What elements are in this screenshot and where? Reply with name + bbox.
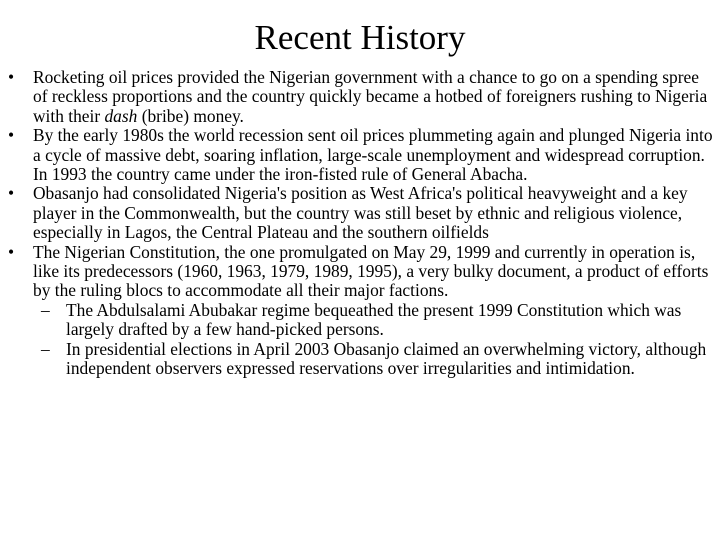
sub-bullet-marker: – <box>41 338 50 359</box>
bullet-marker: • <box>8 183 15 204</box>
sub-bullet-text: In presidential elections in April 2003 Obasanjo claimed an overwhelming victory, although independent observers expressed reservations over irregularities and intimidation. <box>66 338 707 379</box>
sub-bullet-marker: – <box>41 299 50 320</box>
sub-bullet-text: The Abdulsalami Abubakar regime bequeathed the present 1999 Constitution which was largely drafted by a few hand-picked persons. <box>66 299 682 340</box>
bullet-item <box>8 184 714 242</box>
sub-bullet-item <box>8 301 714 340</box>
sub-bullet-item <box>8 340 714 379</box>
bullet-text: By the early 1980s the world recession sent oil prices plummeting again and plunged Nigeria into a cycle of massive debt, soaring inflation, large-scale unemployment and widespread corruption. In 1993 the country came under the iron-fisted rule of General Abacha. <box>33 125 713 185</box>
slide-body <box>8 68 714 379</box>
bullet-text: Obasanjo had consolidated Nigeria's position as West Africa's political heavyweight and a key player in the Commonwealth, but the country was still beset by ethnic and religious violence, especially in Lagos, the Central Plateau and the southern oilfields <box>33 183 688 243</box>
bullet-italic-term: dash <box>104 105 138 126</box>
bullet-text: Rocketing oil prices provided the Nigerian government with a chance to go on a spending spree of reckless proportions and the country quickly became a hotbed of foreigners rushing to Nigeria with their <box>33 67 708 126</box>
bullet-item <box>8 243 714 301</box>
slide-title: Recent History <box>254 18 466 57</box>
bullet-item <box>8 126 714 184</box>
bullet-text: (bribe) money. <box>137 105 244 126</box>
bullet-marker: • <box>8 67 15 87</box>
bullet-item <box>8 68 714 126</box>
bullet-marker: • <box>8 241 15 262</box>
bullet-text: The Nigerian Constitution, the one promulgated on May 29, 1999 and currently in operation is, like its predecessors (1960, 1963, 1979, 1989, 1995), a very bulky document, a product of efforts by the ruling blocs to accommodate all their major factions. <box>33 241 709 301</box>
bullet-marker: • <box>8 125 15 146</box>
